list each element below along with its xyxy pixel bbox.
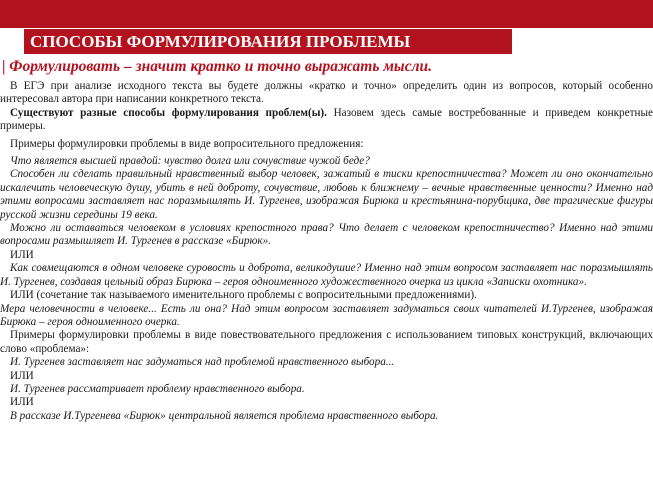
paragraph-methods-bold: Существуют разные способы формулирования проблем(ы). xyxy=(10,106,327,119)
example-question-2: Способен ли сделать правильный нравственный выбор человек, зажатый в тиски крепостничества? Может ли оно окончательно искалечить человеческую душу, убить в ней доброту, сочувствие, любовь к ближнему – вечные нравственные ценности? Именно над этими вопросами заставляет нас поразмышлять И. Тургенев, изображая Бирюка и крестьянина-порубщика, две трагические фигуры русской жизни середины 19 века. xyxy=(0,168,653,221)
example-narrative-3: В рассказе И.Тургенева «Бирюк» центральной является проблема нравственного выбора. xyxy=(10,409,439,422)
example-narrative-1: И. Тургенев заставляет нас задуматься над проблемой нравственного выбора... xyxy=(10,356,395,369)
example-question-4: Как совмещаются в одном человеке суровость и доброта, великодушие? Именно над этим вопросом заставляет нас поразмышлять И. Тургенев, создавая цельный образ Бирюка – героя одноименного художественного очерка из цикла «Записки охотника». xyxy=(0,262,653,288)
tagline xyxy=(0,57,653,77)
top-banner xyxy=(0,0,653,28)
document-body xyxy=(0,80,653,423)
tagline-marker: | xyxy=(2,58,6,75)
or-separator-2: ИЛИ xyxy=(10,369,34,382)
tagline-text: Формулировать – значит кратко и точно выражать мысли. xyxy=(9,58,433,75)
paragraph-narrative-examples-heading: Примеры формулировки проблемы в виде повествовательного предложения с использованием типовых конструкций, включающих слово «проблема»: xyxy=(0,329,653,355)
paragraph-question-examples-heading: Примеры формулировки проблемы в виде вопросительного предложения: xyxy=(10,137,364,150)
example-nominative: Мера человечности в человеке... Есть ли она? Над этим вопросом заставляет задуматься своих читателей И.Тургенев, изображая Бирюка – героя одноименного очерка. xyxy=(0,302,653,328)
paragraph-methods-rest: Назовем здесь самые востребованные и приведем конкретные примеры. xyxy=(0,106,653,133)
example-narrative-2: И. Тургенев рассматривает проблему нравственного выбора. xyxy=(10,382,305,395)
paragraph-methods xyxy=(0,107,653,134)
paragraph-intro: В ЕГЭ при анализе исходного текста вы будете должны «кратко и точно» определить один из вопросов, который особенно интересовал автора при написании конкретного текста. xyxy=(0,80,653,106)
example-question-3: Можно ли оставаться человеком в условиях крепостного права? Что делает с человеком крепостничество? Именно над этими вопросами размышляет И. Тургенев в рассказе «Бирюк». xyxy=(0,222,653,248)
or-separator-1: ИЛИ xyxy=(10,248,34,261)
example-question-1: Что является высшей правдой: чувство долга или сочувствие чужой беде? xyxy=(10,155,370,168)
or-separator-3: ИЛИ xyxy=(10,396,34,409)
page-title: СПОСОБЫ ФОРМУЛИРОВАНИЯ ПРОБЛЕМЫ xyxy=(24,29,512,54)
paragraph-nominative-combo: ИЛИ (сочетание так называемого именительного проблемы с вопросительными предложениями). xyxy=(10,289,477,302)
